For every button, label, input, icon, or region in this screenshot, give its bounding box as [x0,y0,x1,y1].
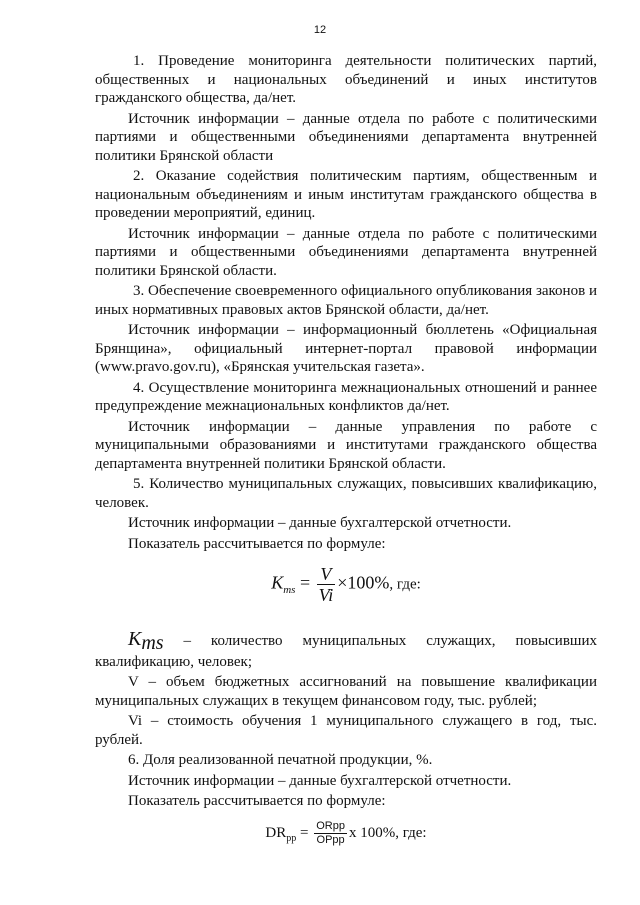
formula-kms-lhs: K [271,572,284,593]
formula-drpp-rest: x 100%, где: [348,824,427,841]
source-6: Источник информации – данные бухгалтерской отчетности. [128,772,512,789]
indicator-2: 2. Оказание содействия политическим партиям, общественным и национальным объединениям и иным институтам гражданского общества в проведении мероприятий, единиц. [95,168,597,221]
formula-drpp-equals: = [300,824,309,841]
indicator-1: 1. Проведение мониторинга деятельности политических партий, общественных и национальных объединений и иных институтов гражданского общества, да/нет. [95,53,597,106]
indicator-3: 3. Обеспечение своевременного официального опубликования законов и иных нормативных правовых актов Брянской области, да/нет. [95,283,597,318]
indicator-4: 4. Осуществление мониторинга межнациональных отношений и раннее предупреждение межнациональных конфликтов да/нет. [95,379,597,414]
definition-kms-text: – количество муниципальных служащих, повысивших квалификацию, человек; [95,633,597,670]
document-body [95,52,597,846]
formula-kms-fraction [317,565,336,604]
formula-drpp-lhs: DR [265,824,287,841]
indicator-5: 5. Количество муниципальных служащих, повысивших квалификацию, человек. [95,476,597,511]
formula-kms [95,565,597,604]
source-1: Источник информации – данные отдела по работе с политическими партиями и общественными объединениями департамента внутренней политики Брянской области [95,110,597,164]
formula-intro-6: Показатель рассчитывается по формуле: [128,793,386,809]
formula-drpp-fraction [314,821,347,846]
definition-vi: Vi – стоимость обучения 1 муниципального служащего в год, тыс. рублей. [95,713,597,748]
indicator-6: 6. Доля реализованной печатной продукции, %. [128,752,433,768]
formula-kms-multiplier: ×100% [337,572,390,593]
formula-drpp-lhs-sub: pp [286,832,297,844]
definition-v: V – объем бюджетных ассигнований на повышение квалификации муниципальных служащих в текущем финансовом году, тыс. рублей; [95,674,597,709]
definition-kms-symbol-sub: ms [141,632,164,654]
definition-kms-symbol: K [128,628,142,650]
source-2: Источник информации – данные отдела по работе с политическими партиями и общественными объединениями департамента внутренней политики Брянской области. [95,225,597,279]
formula-drpp-numerator: ORpp [316,819,345,832]
formula-kms-equals: = [299,572,311,593]
source-4: Источник информации – данные управления по работе с муниципальными образованиями и институтами гражданского общества департамента внутренней политики Брянской области. [95,418,597,472]
definition-kms [95,630,597,671]
formula-kms-numerator: V [317,565,336,585]
source-3: Источник информации – информационный бюллетень «Официальная Брянщина», официальный интернет-портал правовой информации (www.pravo.gov.ru), «Брянская учительская газета». [95,322,597,375]
formula-drpp [95,821,597,846]
formula-kms-where: , где: [389,576,421,593]
formula-drpp-denominator: OPpp [316,833,345,846]
formula-kms-lhs-sub: ms [283,584,296,597]
formula-kms-denominator: Vi [318,585,334,605]
formula-intro-5: Показатель рассчитывается по формуле: [128,535,386,552]
source-5: Источник информации – данные бухгалтерской отчетности. [128,515,512,531]
page-number: 12 [313,24,327,36]
